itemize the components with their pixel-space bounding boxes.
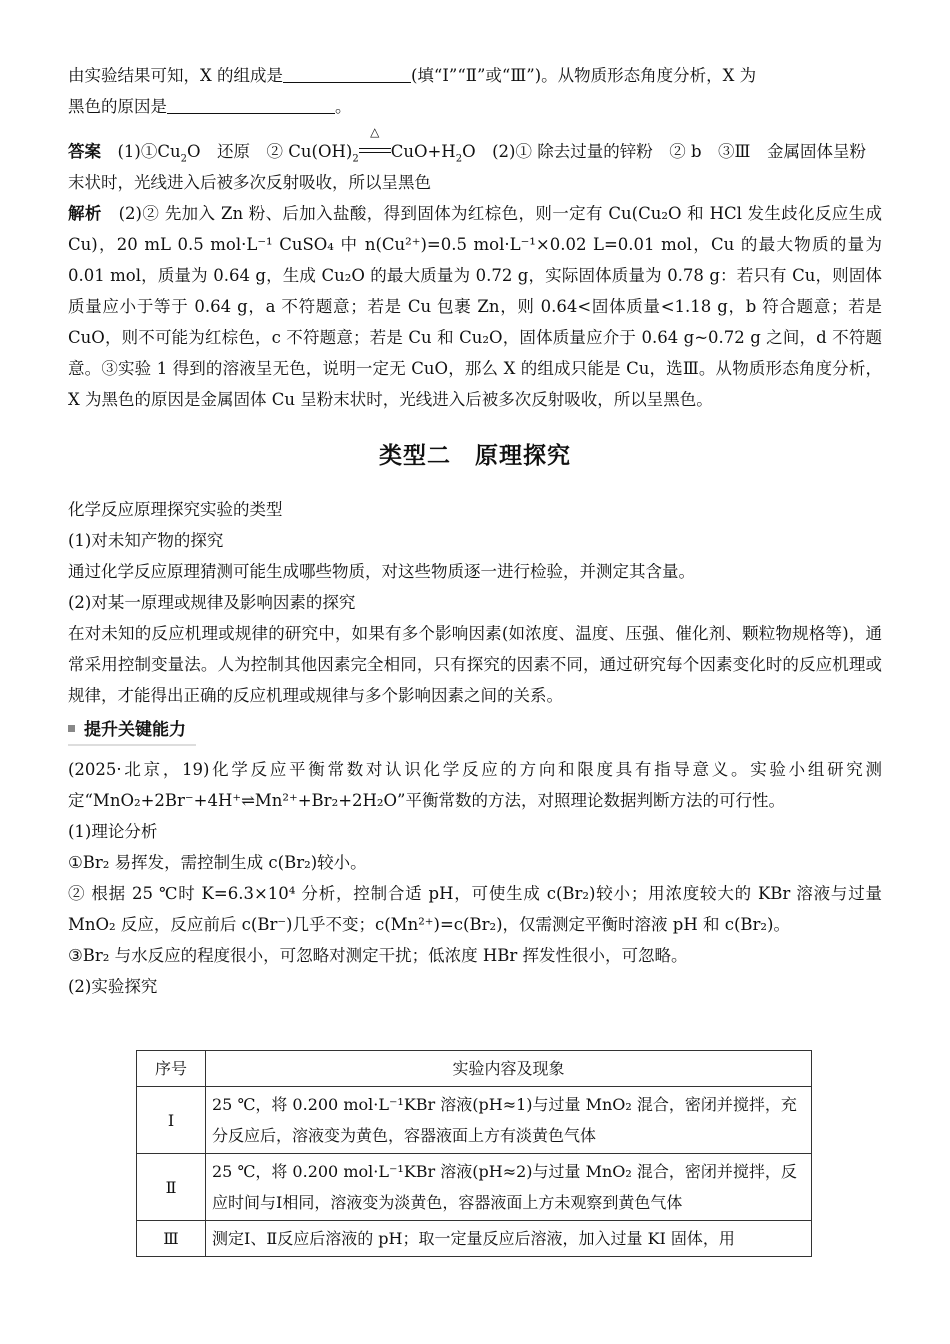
fill-blank bbox=[167, 97, 335, 115]
intro-text: (填“Ⅰ”“Ⅱ”或“Ⅲ”)。从物质形态角度分析，X 为 bbox=[411, 66, 757, 85]
subscript: 2 bbox=[180, 153, 187, 165]
principle-p1: 化学反应原理探究实验的类型 bbox=[68, 500, 283, 519]
row-number: Ⅲ bbox=[137, 1221, 206, 1257]
row-content: 25 ℃，将 0.200 mol·L⁻¹KBr 溶液(pH≈1)与过量 MnO₂ 混合，密闭并搅拌，充分反应后，溶液变为黄色，容器液面上方有淡黄色气体 bbox=[206, 1087, 812, 1154]
intro-text: 由实验结果可知，X 的组成是 bbox=[68, 66, 283, 85]
experiment-table bbox=[136, 1050, 812, 1257]
principle-p2: (1)对未知产物的探究 bbox=[68, 531, 224, 550]
row-number: Ⅱ bbox=[137, 1154, 206, 1221]
answer-text: CuO+H bbox=[390, 142, 456, 161]
principle-p4: (2)对某一原理或规律及影响因素的探究 bbox=[68, 593, 356, 612]
fill-blank bbox=[283, 66, 411, 84]
problem-p5: ③Br₂ 与水反应的程度很小，可忽略对测定干扰；低浓度 HBr 挥发性很小，可忽略。 bbox=[68, 946, 688, 965]
heating-arrow bbox=[359, 125, 391, 167]
section-title: 类型二 原理探究 bbox=[379, 443, 571, 469]
row-content: 测定Ⅰ、Ⅱ反应后溶液的 pH；取一定量反应后溶液，加入过量 KI 固体，用 bbox=[206, 1221, 812, 1257]
problem-p1: (2025·北京，19)化学反应平衡常数对认识化学反应的方向和限度具有指导意义。实验小组研究测定“MnO₂+2Br⁻+4H⁺⇌Mn²⁺+Br₂+2H₂O”平衡常数的方法，对照理论数据判断方法的可行性。 bbox=[68, 760, 882, 810]
intro-text: 黑色的原因是 bbox=[68, 97, 167, 116]
subsection-title: 提升关键能力 bbox=[84, 720, 186, 740]
problem-p6: (2)实验探究 bbox=[68, 977, 158, 996]
square-bullet-icon bbox=[68, 725, 75, 732]
subscript: 2 bbox=[352, 153, 359, 165]
analysis-paragraph bbox=[68, 198, 882, 415]
table-header: 实验内容及现象 bbox=[206, 1051, 812, 1087]
table-wrapper bbox=[68, 1044, 882, 1257]
intro-paragraph bbox=[68, 60, 882, 122]
principle-p5: 在对未知的反应机理或规律的研究中，如果有多个影响因素(如浓度、温度、压强、催化剂、颗粒物规格等)，通常采用控制变量法。人为控制其他因素完全相同，只有探究的因素不同，通过研究每个因素变化时的反应机理或规律，才能得出正确的反应机理或规律与多个影响因素之间的关系。 bbox=[68, 624, 882, 705]
answer-paragraph bbox=[68, 125, 882, 198]
analysis-text: (2)② 先加入 Zn 粉、后加入盐酸，得到固体为红棕色，则一定有 Cu(Cu₂O 和 HCl 发生歧化反应生成 Cu)，20 mL 0.5 mol·L⁻¹ CuSO₄ 中 n(Cu²⁺)=0.5 mol·L⁻¹×0.02 L=0.01 mol，Cu 的最大物质的量为 0.01 mol，质量为 0.64 g，生成 Cu₂O 的最大质量为 0.72 g，实际固体质量为 0.78 g：若只有 Cu，则固体质量应小于等于 0.64 g，a 不符题意；若是 Cu 包裹 Zn，则 0.64<固体质量<1.18 g，b 符合题意；若是 CuO，则不可能为红棕色，c 不符题意；若是 Cu 和 Cu₂O，固体质量应介于 0.64 g~0.72 g 之间，d 不符题意。③实验 1 得到的溶液呈无色，说明一定无 CuO，那么 X 的组成只能是 Cu，选Ⅲ。从物质形态角度分析，X 为黑色的原因是金属固体 Cu 呈粉末状时，光线进入后被多次反射吸收，所以呈黑色。 bbox=[68, 204, 883, 409]
subsection-heading bbox=[68, 715, 196, 746]
heat-symbol: △ bbox=[370, 125, 380, 139]
answer-text: O 还原 ② Cu(OH) bbox=[187, 142, 353, 161]
table-row bbox=[137, 1087, 812, 1154]
row-number: Ⅰ bbox=[137, 1087, 206, 1154]
problem-p3: ①Br₂ 易挥发，需控制生成 c(Br₂)较小。 bbox=[68, 853, 367, 872]
intro-text: 。 bbox=[335, 97, 352, 116]
subscript: 2 bbox=[455, 153, 463, 165]
table-row bbox=[137, 1154, 812, 1221]
table-header: 序号 bbox=[137, 1051, 206, 1087]
table-header-row bbox=[137, 1051, 812, 1087]
answer-label: 答案 bbox=[68, 142, 101, 161]
answer-text: 末状时，光线进入后被多次反射吸收，所以呈黑色 bbox=[68, 173, 431, 192]
row-content: 25 ℃，将 0.200 mol·L⁻¹KBr 溶液(pH≈2)与过量 MnO₂ 混合，密闭并搅拌，反应时间与Ⅰ相同，溶液变为淡黄色，容器液面上方未观察到黄色气体 bbox=[206, 1154, 812, 1221]
table-row bbox=[137, 1221, 812, 1257]
problem-p2: (1)理论分析 bbox=[68, 822, 158, 841]
problem-p4: ② 根据 25 ℃时 K=6.3×10⁴ 分析，控制合适 pH，可使生成 c(Br₂)较小；用浓度较大的 KBr 溶液与过量 MnO₂ 反应，反应前后 c(Br⁻)几乎不变；c(Mn²⁺)=c(Br₂)，仅需测定平衡时溶液 pH 和 c(Br₂)。 bbox=[68, 884, 882, 934]
document-page bbox=[68, 60, 882, 1002]
principle-p3: 通过化学反应原理猜测可能生成哪些物质，对这些物质逐一进行检验，并测定其含量。 bbox=[68, 562, 695, 581]
answer-text: (1)①Cu bbox=[117, 142, 181, 161]
analysis-label: 解析 bbox=[68, 204, 102, 223]
answer-text: O (2)① 除去过量的锌粉 ② b ③Ⅲ 金属固体呈粉 bbox=[462, 142, 866, 161]
